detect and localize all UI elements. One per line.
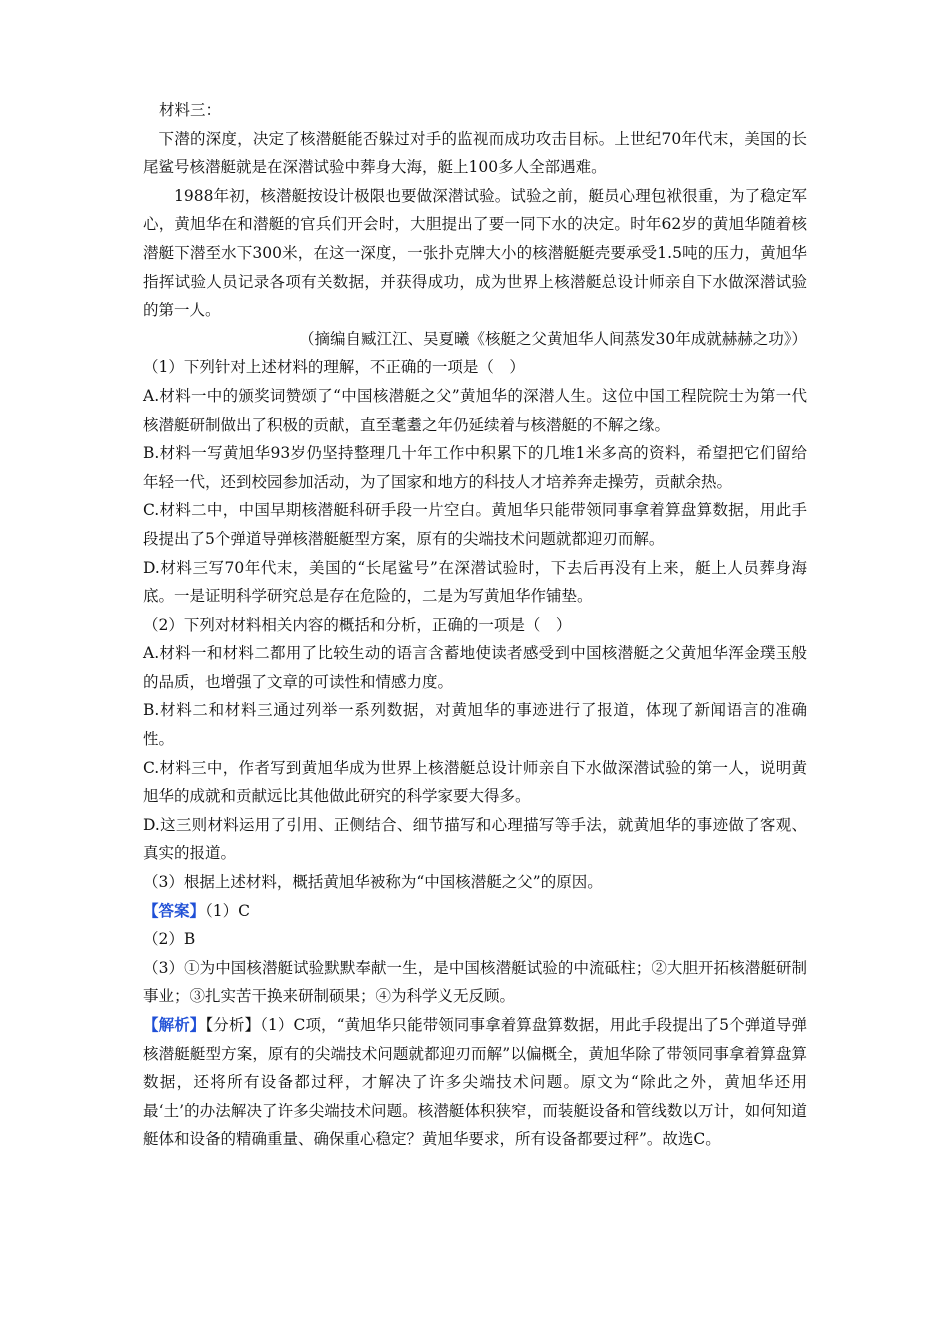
question-2-option-b: B.材料二和材料三通过列举一系列数据，对黄旭华的事迹进行了报道，体现了新闻语言的准确性。 — [143, 701, 807, 749]
analysis-paragraph — [143, 1011, 807, 1154]
analysis-tag: 【解析】 — [143, 1015, 206, 1034]
question-1-option-a: A.材料一中的颁奖词赞颂了“中国核潜艇之父”黄旭华的深潜人生。这位中国工程院院士为第一代核潜艇研制做出了积极的贡献，直至耄耋之年仍延续着与核潜艇的不解之缘。 — [143, 386, 807, 434]
question-2-option-a: A.材料一和材料二都用了比较生动的语言含蓄地使读者感受到中国核潜艇之父黄旭华浑金璞玉般的品质，也增强了文章的可读性和情感力度。 — [143, 644, 807, 691]
question-2-stem: （2）下列对材料相关内容的概括和分析，正确的一项是（ ） — [143, 615, 572, 634]
question-3-stem: （3）根据上述材料，概括黄旭华被称为“中国核潜艇之父”的原因。 — [143, 873, 603, 892]
answer-1: （1）C — [205, 901, 250, 920]
question-2-option-c: C.材料三中，作者写到黄旭华成为世界上核潜艇总设计师亲自下水做深潜试验的第一人，说明黄旭华的成就和贡献远比其他做此研究的科学家要大得多。 — [143, 758, 807, 806]
answer-line-1 — [143, 897, 807, 926]
question-1-stem: （1）下列针对上述材料的理解，不正确的一项是（ ） — [143, 358, 525, 377]
material3-paragraph-1: 下潜的深度，决定了核潜艇能否躲过对手的监视而成功攻击目标。上世纪70年代末，美国的长尾鲨号核潜艇就是在深潜试验中葬身大海，艇上100多人全部遇难。 — [143, 129, 807, 177]
material3-paragraph-2: 1988年初，核潜艇按设计极限也要做深潜试验。试验之前，艇员心理包袱很重，为了稳定军心，黄旭华在和潜艇的官兵们开会时，大胆提出了要一同下水的决定。时年62岁的黄旭华随着核潜艇下潜至水下300米，在这一深度，一张扑克牌大小的核潜艇艇壳要承受1.5吨的压力，黄旭华指挥试验人员记录各项有关数据，并获得成功，成为世界上核潜艇总设计师亲自下水做深潜试验的第一人。 — [143, 186, 807, 320]
question-1-option-c: C.材料二中，中国早期核潜艇科研手段一片空白。黄旭华只能带领同事拿着算盘算数据，用此手段提出了5个弹道导弹核潜艇艇型方案，原有的尖端技术问题就都迎刃而解。 — [143, 501, 807, 548]
material3-source: （摘编自臧江江、吴夏曦《核艇之父黄旭华人间蒸发30年成就赫赫之功》） — [299, 329, 807, 348]
document-page — [143, 96, 807, 1154]
question-2-option-d: D.这三则材料运用了引用、正侧结合、细节描写和心理描写等手法，就黄旭华的事迹做了客观、真实的报道。 — [143, 815, 807, 863]
analysis-text: 【分析】（1）C项，“黄旭华只能带领同事拿着算盘算数据，用此手段提出了5个弹道导弹核潜艇艇型方案，原有的尖端技术问题就都迎刃而解”以偏概全，黄旭华除了带领同事拿着算盘算数据，还将所有设备都过秤，才解决了许多尖端技术问题。原文为“除此之外，黄旭华还用最‘土’的办法解决了许多尖端技术问题。核潜艇体积狭窄，而装艇设备和管线数以万计，如何知道艇体和设备的精确重量、确保重心稳定？黄旭华要求，所有设备都要过秤”。故选C。 — [143, 1016, 807, 1149]
answer-tag: 【答案】 — [143, 900, 206, 920]
answer-3: （3）①为中国核潜艇试验默默奉献一生，是中国核潜艇试验的中流砥柱；②大胆开拓核潜艇研制事业；③扎实苦干换来研制硕果；④为科学义无反顾。 — [143, 958, 807, 1006]
answer-2: （2）B — [143, 930, 196, 949]
question-1-option-d: D.材料三写70年代末，美国的“长尾鲨号”在深潜试验时，下去后再没有上来，艇上人员葬身海底。一是证明科学研究总是存在危险的，二是为写黄旭华作铺垫。 — [143, 558, 807, 606]
material3-heading: 材料三： — [159, 101, 222, 119]
question-1-option-b: B.材料一写黄旭华93岁仍坚持整理几十年工作中积累下的几堆1米多高的资料，希望把它们留给年轻一代，还到校园参加活动，为了国家和地方的科技人才培养奔走操劳，贡献余热。 — [143, 444, 807, 491]
